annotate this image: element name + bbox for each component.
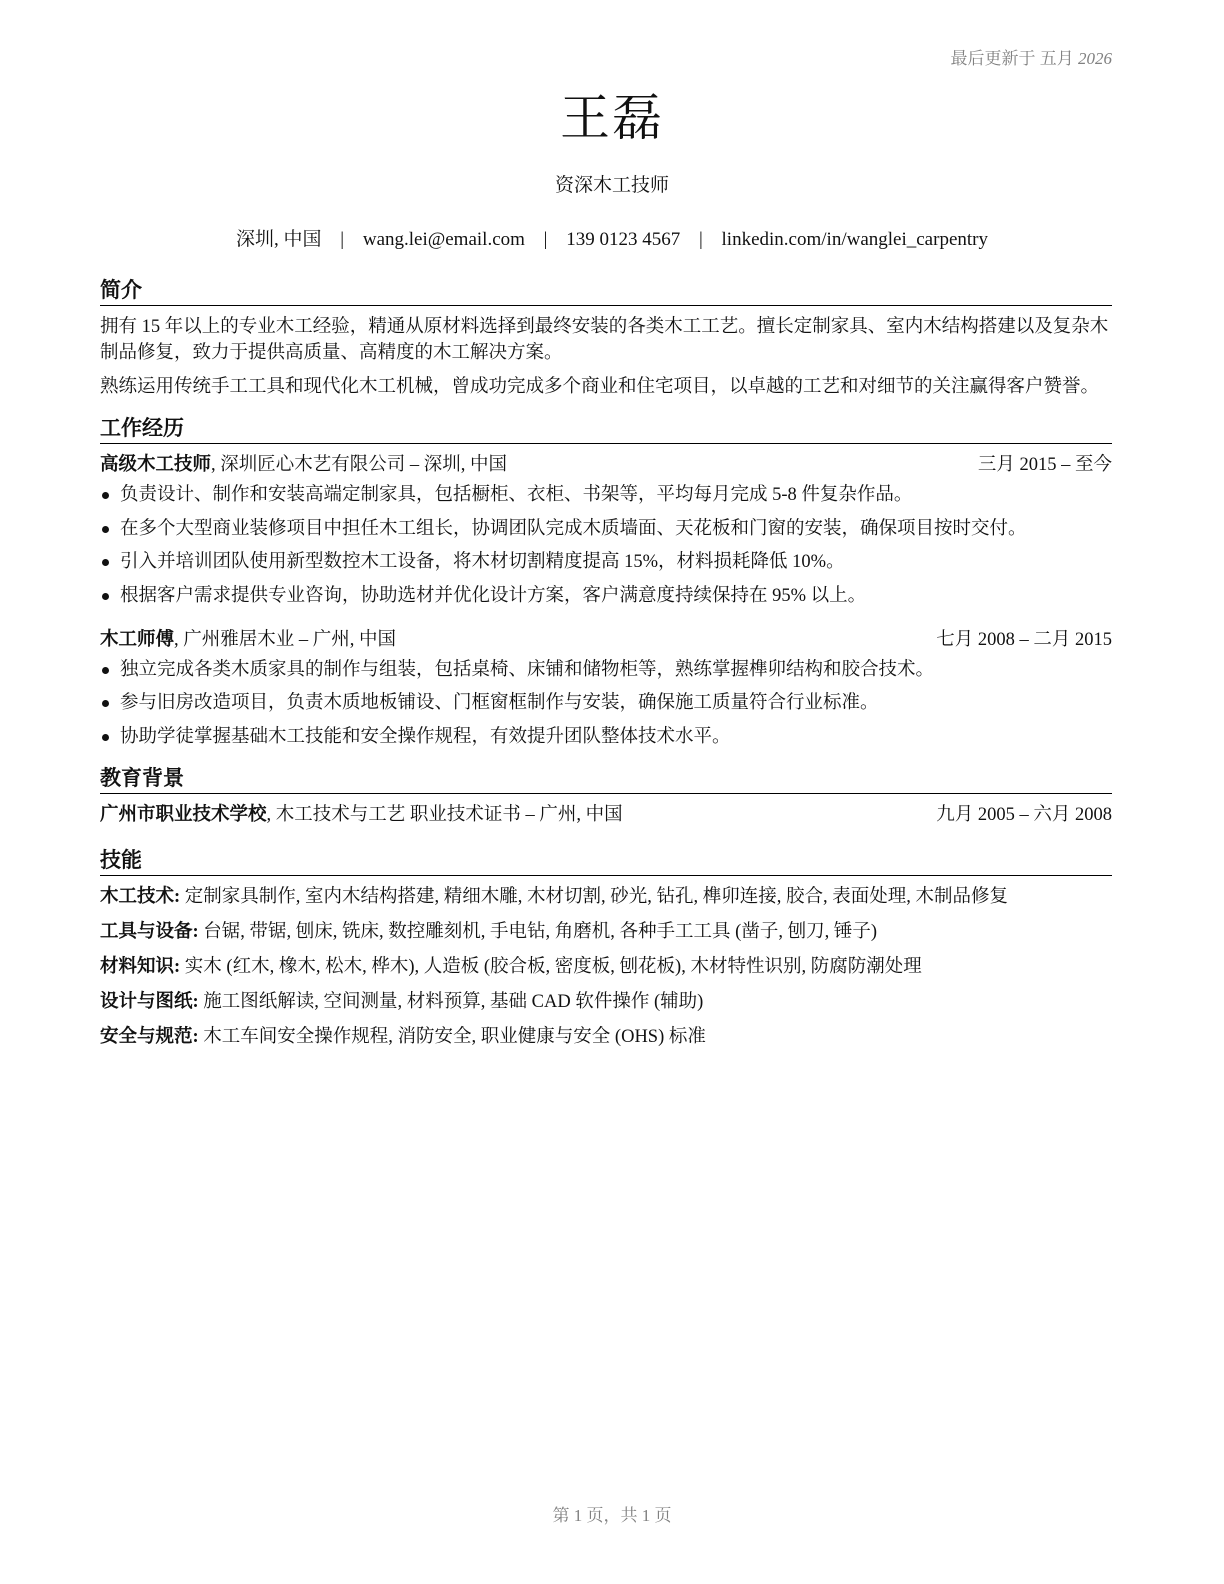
job-company: , 深圳匠心木艺有限公司 – 深圳, 中国: [211, 455, 508, 475]
job-title-line: [100, 452, 507, 478]
job-position: 高级木工技师: [100, 455, 212, 475]
contact-separator: |: [698, 229, 703, 250]
job-bullet: 参与旧房改造项目，负责木质地板铺设、门框窗框制作与安装，确保施工质量符合行业标准。: [100, 690, 1112, 716]
job-bullet: 独立完成各类木质家具的制作与组装，包括桌椅、床铺和储物柜等，熟练掌握榫卯结构和胶合技术。: [100, 657, 1112, 683]
job-header: [100, 452, 1112, 478]
section-title-summary: 简介: [100, 276, 1112, 306]
job-bullet: 负责设计、制作和安装高端定制家具，包括橱柜、衣柜、书架等，平均每月完成 5-8 件复杂作品。: [100, 482, 1112, 508]
education-entry: [100, 802, 1112, 828]
education-dates: 九月 2005 – 六月 2008: [936, 804, 1112, 825]
skill-value: 定制家具制作, 室内木结构搭建, 精细木雕, 木材切割, 砂光, 钻孔, 榫卯连接, 胶合, 表面处理, 木制品修复: [180, 886, 1009, 907]
education-school: 广州市职业技术学校: [100, 804, 267, 825]
section-title-skills: 技能: [100, 846, 1112, 876]
contact-separator: |: [543, 229, 548, 250]
job-entry: [100, 627, 1112, 750]
job-dates: 三月 2015 – 至今: [977, 455, 1112, 475]
contact-location: 深圳, 中国: [236, 229, 322, 250]
candidate-headline: 资深木工技师: [554, 175, 669, 196]
contact-line: [0, 224, 1224, 251]
job-position: 木工师傅: [100, 629, 175, 650]
job-dates: 七月 2008 – 二月 2015: [936, 629, 1112, 650]
job-bullet: 在多个大型商业装修项目中担任木工组长，协调团队完成木质墙面、天花板和门窗的安装，确保项目按时交付。: [100, 516, 1112, 542]
skill-row: [100, 919, 1112, 945]
education-section: [100, 764, 1112, 828]
skill-row: [100, 954, 1112, 980]
skill-row: [100, 884, 1112, 910]
skill-label: 木工技术:: [100, 886, 181, 907]
job-bullet: 根据客户需求提供专业咨询，协助选材并优化设计方案，客户满意度持续保持在 95% 以上。: [100, 583, 1112, 609]
skill-value: 木工车间安全操作规程, 消防安全, 职业健康与安全 (OHS) 标准: [198, 1026, 706, 1047]
section-title-education: 教育背景: [100, 764, 1112, 794]
skills-section: [100, 846, 1112, 1050]
job-bullet: 协助学徒掌握基础木工技能和安全操作规程，有效提升团队整体技术水平。: [100, 724, 1112, 750]
job-company: , 广州雅居木业 – 广州, 中国: [174, 629, 397, 650]
last-updated-year: 2026: [1078, 49, 1112, 68]
candidate-name: 王磊: [560, 89, 664, 147]
summary-paragraph: 拥有 15 年以上的专业木工经验，精通从原材料选择到最终安装的各类木工工艺。擅长定制家具、室内木结构搭建以及复杂木制品修复，致力于提供高质量、高精度的木工解决方案。: [100, 317, 1109, 363]
skill-value: 台锯, 带锯, 刨床, 铣床, 数控雕刻机, 手电钻, 角磨机, 各种手工工具 (凿子, 刨刀, 锤子): [198, 921, 877, 942]
skill-label: 材料知识:: [100, 956, 181, 977]
job-header: [100, 627, 1112, 653]
section-title-experience: 工作经历: [100, 414, 1112, 444]
job-title-line: [100, 627, 396, 653]
skill-label: 设计与图纸:: [100, 991, 199, 1012]
contact-linkedin[interactable]: linkedin.com/in/wanglei_carpentry: [721, 229, 988, 250]
summary-section: [100, 276, 1112, 400]
job-bullet: 引入并培训团队使用新型数控木工设备，将木材切割精度提高 15%，材料损耗降低 10%。: [100, 549, 1112, 575]
job-bullets: [100, 482, 1112, 609]
page-indicator: 第 1 页，共 1 页: [552, 1506, 672, 1525]
education-title-line: [100, 802, 623, 828]
job-bullets: [100, 657, 1112, 750]
skill-value: 施工图纸解读, 空间测量, 材料预算, 基础 CAD 软件操作 (辅助): [198, 991, 704, 1012]
skill-label: 安全与规范:: [100, 1026, 199, 1047]
skill-row: [100, 989, 1112, 1015]
resume-content: [100, 276, 1112, 1059]
job-entry: [100, 452, 1112, 609]
contact-phone: 139 0123 4567: [566, 229, 681, 250]
summary-paragraph: 熟练运用传统手工工具和现代化木工机械，曾成功完成多个商业和住宅项目，以卓越的工艺和对细节的关注赢得客户赞誉。: [100, 377, 1100, 397]
skill-label: 工具与设备:: [100, 921, 199, 942]
last-updated-label: 最后更新于 五月: [950, 49, 1074, 68]
skill-value: 实木 (红木, 橡木, 松木, 桦木), 人造板 (胶合板, 密度板, 刨花板), 木材特性识别, 防腐防潮处理: [180, 956, 922, 977]
education-detail: , 木工技术与工艺 职业技术证书 – 广州, 中国: [266, 804, 623, 825]
experience-section: [100, 414, 1112, 750]
contact-separator: |: [340, 229, 345, 250]
last-updated: [951, 44, 1113, 69]
contact-email[interactable]: wang.lei@email.com: [362, 229, 525, 250]
skill-row: [100, 1024, 1112, 1050]
